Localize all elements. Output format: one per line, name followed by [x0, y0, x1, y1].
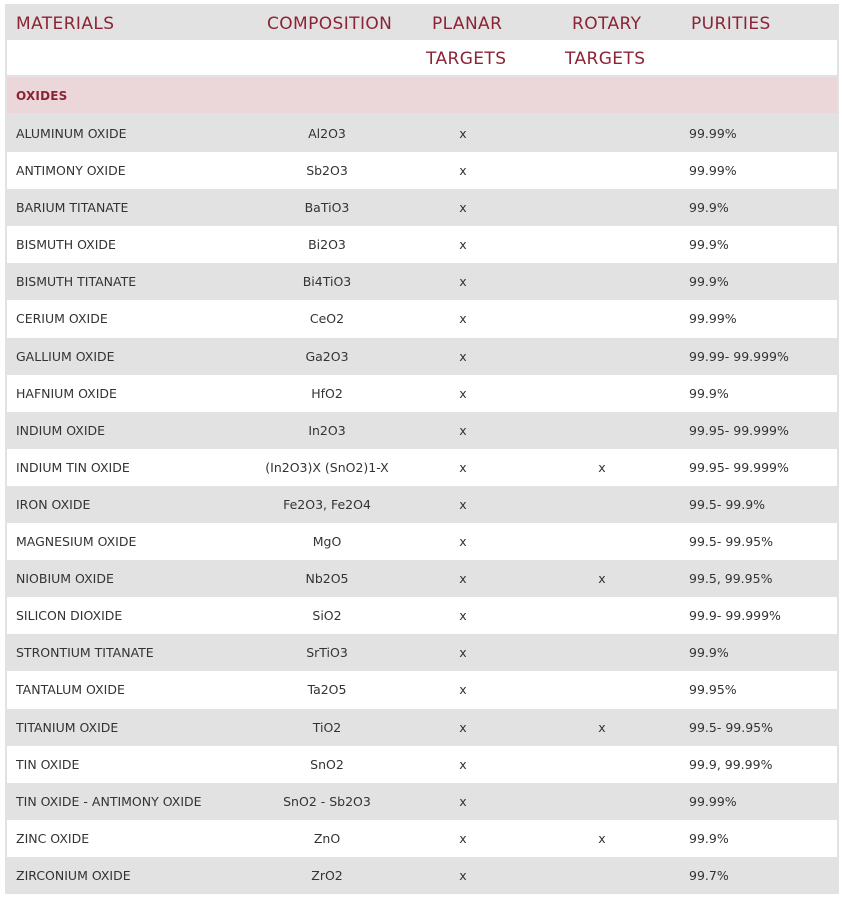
table-row [7, 560, 837, 597]
purity-cell: 99.5- 99.95% [689, 719, 773, 735]
planar-target-cell: x [459, 348, 467, 364]
material-cell: HAFNIUM OXIDE [16, 385, 117, 401]
header-planar: PLANAR [432, 14, 503, 34]
material-cell: NIOBIUM OXIDE [16, 571, 114, 587]
planar-target-cell: x [459, 645, 467, 661]
table-row [7, 338, 837, 375]
planar-target-cell: x [459, 274, 467, 290]
composition-cell: CeO2 [309, 311, 345, 327]
rotary-target-cell [592, 486, 612, 523]
composition-cell: Ta2O5 [307, 682, 347, 698]
material-cell: INDIUM TIN OXIDE [16, 459, 130, 475]
rotary-target-cell [592, 746, 612, 783]
material-cell: SILICON DIOXIDE [16, 608, 123, 624]
purity-cell: 99.7% [689, 867, 729, 883]
planar-target-cell: x [459, 422, 467, 438]
planar-target-cell: x [459, 830, 467, 846]
purity-cell: 99.5- 99.9% [689, 496, 766, 512]
table-row [7, 523, 837, 560]
rotary-target-cell [592, 226, 612, 263]
purity-cell: 99.99% [689, 311, 737, 327]
purity-cell: 99.99- 99.999% [689, 348, 789, 364]
purity-cell: 99.5- 99.95% [689, 534, 773, 550]
material-cell: ALUMINUM OXIDE [16, 126, 127, 141]
planar-target-cell: x [459, 496, 467, 512]
purity-cell: 99.5, 99.95% [689, 571, 773, 587]
header-planar-targets: TARGETS [426, 49, 507, 69]
rotary-target-cell: x [598, 571, 606, 587]
purity-cell: 99.99% [689, 793, 737, 809]
rotary-target-cell [592, 152, 612, 189]
material-cell: BISMUTH OXIDE [16, 237, 116, 253]
planar-target-cell: x [459, 793, 467, 809]
rotary-target-cell [592, 375, 612, 412]
table-body [7, 115, 837, 894]
rotary-target-cell: x [598, 719, 606, 735]
material-cell: TITANIUM OXIDE [16, 719, 119, 735]
material-cell: IRON OXIDE [16, 496, 91, 512]
table-row [7, 115, 837, 152]
table-row [7, 783, 837, 820]
rotary-target-cell [592, 300, 612, 337]
rotary-target-cell: x [598, 830, 606, 846]
purity-cell: 99.9% [689, 830, 729, 846]
composition-cell: TiO2 [312, 719, 342, 735]
composition-cell: SnO2 [310, 756, 344, 772]
table-row [7, 226, 837, 263]
planar-target-cell: x [459, 534, 467, 550]
rotary-target-cell [592, 634, 612, 671]
table-row [7, 709, 837, 746]
rotary-target-cell [592, 189, 612, 226]
rotary-target-cell [592, 523, 612, 560]
material-cell: MAGNESIUM OXIDE [16, 534, 137, 550]
material-cell: TIN OXIDE [16, 756, 80, 772]
header-composition: COMPOSITION [267, 14, 393, 34]
composition-cell: Al2O3 [308, 126, 346, 141]
table-row [7, 152, 837, 189]
rotary-target-cell [592, 783, 612, 820]
purity-cell: 99.9- 99.999% [689, 608, 781, 624]
composition-cell: Ga2O3 [305, 348, 349, 364]
composition-cell: SnO2 - Sb2O3 [283, 793, 371, 809]
purity-cell: 99.95% [689, 682, 737, 698]
purity-cell: 99.9% [689, 645, 729, 661]
table-row [7, 449, 837, 486]
composition-cell: ZnO [313, 830, 341, 846]
material-cell: STRONTIUM TITANATE [16, 645, 154, 661]
planar-target-cell: x [459, 459, 467, 475]
purity-cell: 99.9% [689, 237, 729, 253]
table-row [7, 746, 837, 783]
composition-cell: Bi4TiO3 [302, 274, 352, 290]
purity-cell: 99.9, 99.99% [689, 756, 773, 772]
table-row [7, 486, 837, 523]
header-rotary: ROTARY [572, 14, 642, 34]
composition-cell: BaTiO3 [304, 200, 350, 216]
section-row-oxides [7, 77, 837, 113]
purity-cell: 99.9% [689, 385, 729, 401]
section-label: OXIDES [16, 89, 68, 103]
rotary-target-cell [592, 412, 612, 449]
rotary-target-cell [592, 597, 612, 634]
purity-cell: 99.9% [689, 274, 729, 290]
planar-target-cell: x [459, 571, 467, 587]
planar-target-cell: x [459, 756, 467, 772]
composition-cell: SiO2 [312, 608, 342, 624]
material-cell: BISMUTH TITANATE [16, 274, 137, 290]
table-row [7, 375, 837, 412]
planar-target-cell: x [459, 311, 467, 327]
planar-target-cell: x [459, 385, 467, 401]
purity-cell: 99.99% [689, 126, 737, 141]
planar-target-cell: x [459, 163, 467, 179]
header-purities: PURITIES [691, 14, 771, 34]
composition-cell: ZrO2 [311, 867, 343, 883]
material-cell: INDIUM OXIDE [16, 422, 106, 438]
rotary-target-cell [592, 338, 612, 375]
composition-cell: Nb2O5 [305, 571, 349, 587]
material-cell: GALLIUM OXIDE [16, 348, 115, 364]
table-row [7, 300, 837, 337]
rotary-target-cell [592, 263, 612, 300]
composition-cell: In2O3 [308, 422, 346, 438]
composition-cell: Bi2O3 [308, 237, 346, 253]
material-cell: ZINC OXIDE [16, 830, 90, 846]
materials-table [5, 4, 839, 894]
planar-target-cell: x [459, 682, 467, 698]
rotary-target-cell [592, 115, 612, 152]
composition-cell: Fe2O3, Fe2O4 [283, 496, 371, 512]
table-row [7, 820, 837, 857]
rotary-target-cell: x [598, 459, 606, 475]
material-cell: TANTALUM OXIDE [16, 682, 125, 698]
header-rotary-targets: TARGETS [565, 49, 646, 69]
purity-cell: 99.95- 99.999% [689, 459, 789, 475]
header-materials: MATERIALS [16, 14, 115, 34]
table-row [7, 412, 837, 449]
planar-target-cell: x [459, 126, 467, 141]
table-row [7, 263, 837, 300]
purity-cell: 99.99% [689, 163, 737, 179]
table-row [7, 634, 837, 671]
material-cell: TIN OXIDE - ANTIMONY OXIDE [16, 793, 202, 809]
rotary-target-cell [592, 857, 612, 894]
material-cell: ZIRCONIUM OXIDE [16, 867, 131, 883]
table-header-row [5, 4, 839, 40]
purity-cell: 99.9% [689, 200, 729, 216]
purity-cell: 99.95- 99.999% [689, 422, 789, 438]
table-row [7, 857, 837, 894]
rotary-target-cell [592, 671, 612, 708]
composition-cell: Sb2O3 [306, 163, 348, 179]
planar-target-cell: x [459, 200, 467, 216]
planar-target-cell: x [459, 867, 467, 883]
table-row [7, 189, 837, 226]
material-cell: BARIUM TITANATE [16, 200, 129, 216]
planar-target-cell: x [459, 608, 467, 624]
table-row [7, 671, 837, 708]
planar-target-cell: x [459, 719, 467, 735]
table-header-row-second-line [7, 40, 837, 75]
composition-cell: (In2O3)X (SnO2)1-X [265, 459, 389, 475]
table-row [7, 597, 837, 634]
composition-cell: MgO [312, 534, 342, 550]
composition-cell: HfO2 [311, 385, 343, 401]
material-cell: CERIUM OXIDE [16, 311, 108, 327]
composition-cell: SrTiO3 [306, 645, 348, 661]
material-cell: ANTIMONY OXIDE [16, 163, 126, 179]
planar-target-cell: x [459, 237, 467, 253]
